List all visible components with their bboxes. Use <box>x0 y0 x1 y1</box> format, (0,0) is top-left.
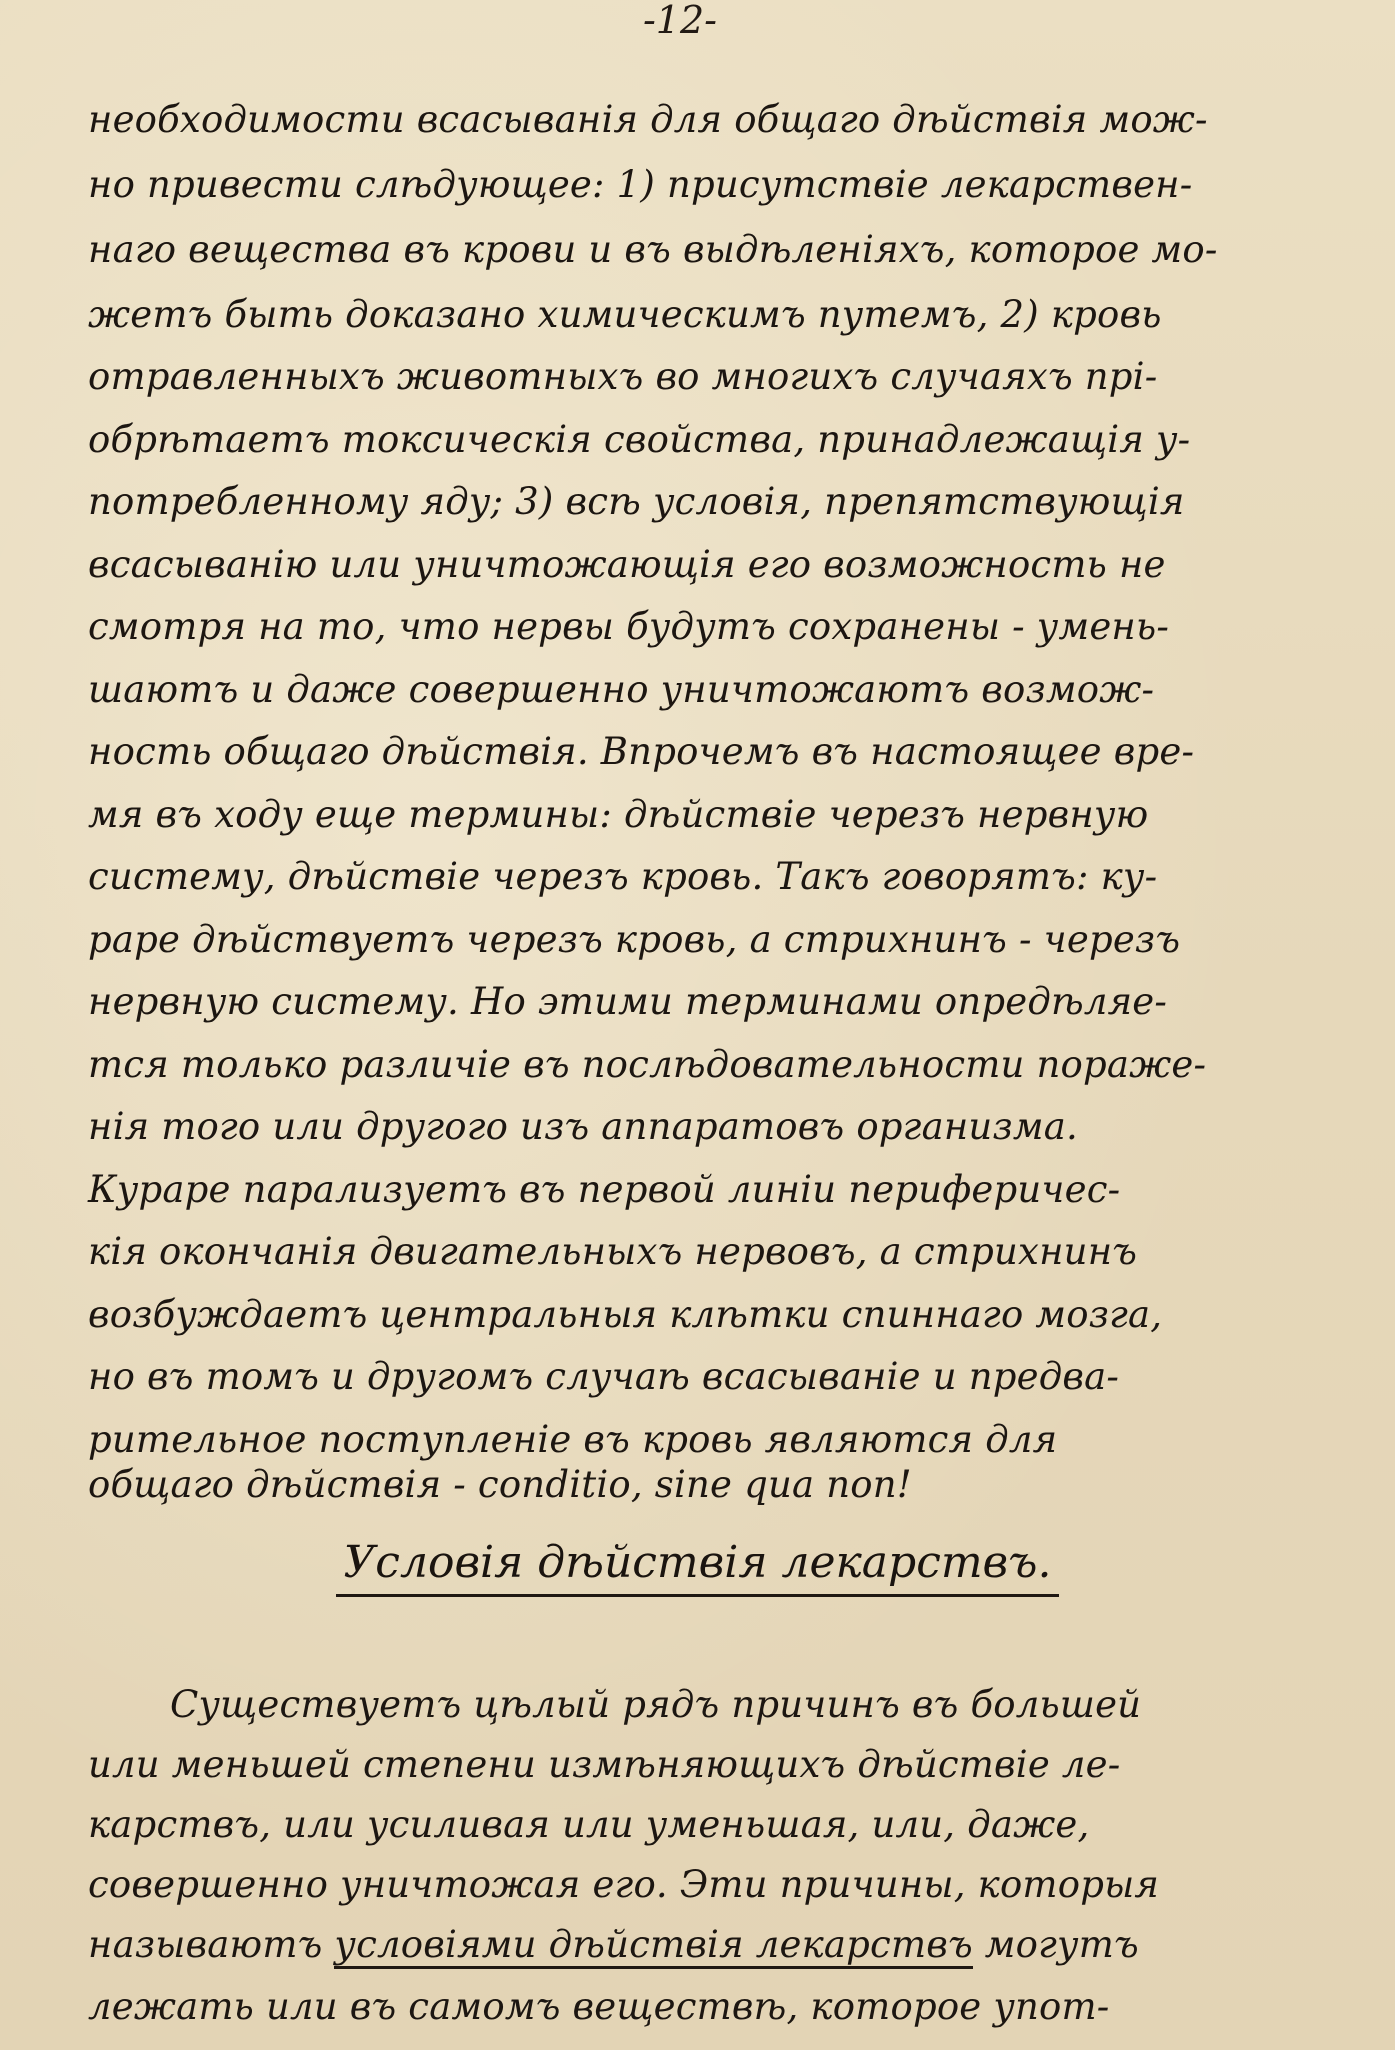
text-line: шаютъ и даже совершенно уничтожаютъ возмож- <box>88 668 1155 711</box>
text-line: кія окончанія двигательныхъ нервовъ, а стрихнинъ <box>88 1230 1138 1273</box>
text-line: обрѣтаетъ токсическія свойства, принадлежащія у- <box>88 418 1191 461</box>
section-heading-text: Условія дѣйствія лекарствъ. <box>336 1537 1060 1597</box>
section-heading <box>0 1535 1395 1591</box>
text-segment: могутъ <box>972 1923 1139 1966</box>
text-line: отравленныхъ животныхъ во многихъ случаяхъ прі- <box>88 355 1158 398</box>
text-line: лежать или въ самомъ веществѣ, которое упот- <box>88 1985 1110 2028</box>
text-line: жетъ быть доказано химическимъ путемъ, 2) кровь <box>88 293 1162 336</box>
text-line: тся только различіе въ послѣдовательности пораже- <box>88 1043 1207 1086</box>
text-segment: называютъ <box>88 1923 335 1966</box>
text-line: Кураре парализуетъ въ первой линіи периферичес- <box>88 1168 1121 1211</box>
text-line: раре дѣйствуетъ черезъ кровь, а стрихнинъ - черезъ <box>88 918 1181 961</box>
page-number: -12- <box>642 0 718 42</box>
text-line: но привести слѣдующее: 1) присутствіе лекарствен- <box>88 163 1193 206</box>
text-line: совершенно уничтожая его. Эти причины, которыя <box>88 1863 1160 1906</box>
text-line: общаго дѣйствія - conditio, sine qua non! <box>88 1463 912 1506</box>
text-line: карствъ, или усиливая или уменьшая, или, даже, <box>88 1803 1090 1846</box>
text-line: потребленному яду; 3) всѣ условія, препятствующія <box>88 480 1185 523</box>
text-line: систему, дѣйствіе черезъ кровь. Такъ говорятъ: ку- <box>88 855 1158 898</box>
text-line <box>88 1920 1139 1970</box>
text-line: рительное поступленіе въ кровь являются для <box>88 1418 1058 1461</box>
text-line: но въ томъ и другомъ случаѣ всасываніе и предва- <box>88 1355 1120 1398</box>
text-line: Существуетъ цѣлый рядъ причинъ въ большей <box>170 1683 1142 1726</box>
text-line: смотря на то, что нервы будутъ сохранены - умень- <box>88 605 1170 648</box>
text-line: наго вещества въ крови и въ выдѣленіяхъ, которое мо- <box>88 228 1218 271</box>
text-line: мя въ ходу еще термины: дѣйствіе черезъ нервную <box>88 793 1149 836</box>
text-line: нервную систему. Но этими терминами опредѣляе- <box>88 980 1168 1023</box>
text-line: всасыванію или уничтожающія его возможность не <box>88 543 1166 586</box>
text-line: необходимости всасыванія для общаго дѣйствія мож- <box>88 98 1208 141</box>
underlined-term: условіями дѣйствія лекарствъ <box>334 1923 972 1969</box>
text-line: возбуждаетъ центральныя клѣтки спиннаго мозга, <box>88 1293 1163 1336</box>
text-line: или меньшей степени измѣняющихъ дѣйствіе ле- <box>88 1743 1121 1786</box>
text-line: ность общаго дѣйствія. Впрочемъ въ настоящее вре- <box>88 730 1195 773</box>
text-line: нія того или другого изъ аппаратовъ организма. <box>88 1105 1078 1148</box>
